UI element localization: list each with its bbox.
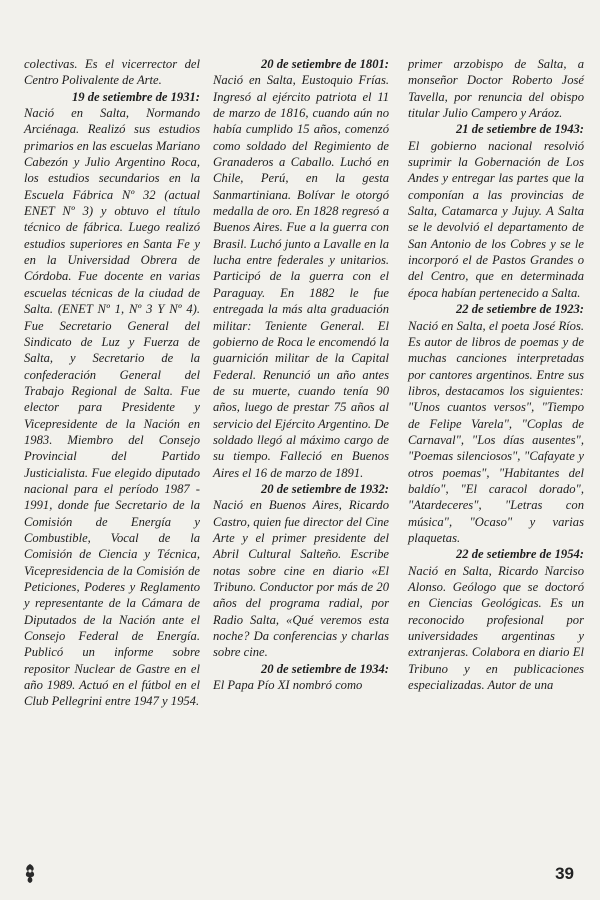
entry-paragraph: Nació en Salta, Ricardo Narciso Alonso. Geólogo que se doctoró en Ciencias Geológicas. Es un reconocido profesional por universidades argentinas y extranjeras. Colabora en diario El Tribuno y en publicaciones especializadas. Autor de una [408, 563, 584, 693]
entry-paragraph: Nació en Salta, Eustoquio Frías. Ingresó al ejército patriota el 11 de marzo de 1816, cuando aún no había cumplido 15 años, comenzó como soldado del Regimiento de Granaderos a Caballo. Luchó en Chile, Perú, en la gesta Sanmartiniana. Bolívar le otorgó medalla de oro. En 1828 regresó a Buenos Aires. Fue a la guerra con Brasil. Luchó junto a Lavalle en la lucha entre federales y unitarios. Participó de la guerra con el Paraguay. En 1882 le fue entregada la más alta graduación militar: Teniente General. El gobierno de Roca le encomendó la guarnición militar de la Capital Federal. Renunció un año antes de su muerte, cuando tenía 90 años, luego de prestar 75 años al servicio del Ejército Argentino. De soldado llegó al máximo cargo de su tiempo. Falleció en Buenos Aires el 16 de marzo de 1891. [213, 73, 389, 480]
entry-date-heading: 22 de setiembre de 1954: [455, 547, 584, 562]
page-number: 39 [555, 864, 574, 883]
entry-paragraph: Nació en Buenos Aires, Ricardo Castro, quien fue director del Cine Arte y el primer presidente del Abril Cultural Salteño. Escribe notas sobre cine en diario «El Tribuno. Conductor por más de 20 años del programa radial, por Radio Salta, «Qué veremos esta noche? Da conferencias y charlas sobre cine. [213, 498, 389, 660]
entry-paragraph: Nació en Salta, el poeta José Ríos. Es autor de libros de poemas y de muchas canciones interpretadas por cantores argentinos. Entre sus libros, destacamos los siguientes: "Unos cuantos versos", "Tiempo de Felipe Varela", "Coplas de Carnaval", "Los días ausentes", "Poemas silenciosos", "Cafayate y otros poemas", "Habitantes del baldío", "El caracol dorado", "Atardeceres", "Letras con música", "Ocaso" y varias plaquetas. [408, 318, 584, 545]
entry-date-heading: 20 de setiembre de 1934: [260, 661, 389, 676]
flourish-icon [22, 862, 38, 884]
entry-paragraph: Nació en Salta, Normando Arciénaga. Realizó sus estudios primarios en las escuelas Mariano Cabezón y Julio Argentino Roca, los estudios secundarios en la Escuela Fábrica Nº 32 (actual ENET Nº 3) y obtuvo el título técnico de fábrica. Luego realizó estudios superiores en Santa Fe y en la Universidad Obrera de Córdoba. Fue docente en varias escuelas técnicas de la ciudad de Salta. (ENET Nº 1, Nº 3 Y Nº 4). Fue Secretario General del Sindicato de Luz y Fuerza de Salta, y Secretario de la confederación General del Trabajo Regional de Salta. Fue elector para Presidente y Vicepresidente de la Nación en 1983. Miembro del Consejo Provincial del Partido Justicialista. Fue elegido diputado nacional para el período 1987 - 1991, donde fue Secretario de la Comisión de Energía y Combustible, Vocal de la Comisión de Ciencia y Técnica, Vicepresidencia de la Comisión de Peticiones, Poderes y Reglamento y representante de la Cámara de Diputados de la Nación ante el Consejo Federal de Energía. Publicó un informe sobre repositor Nuclear de Gastre en el año 1989. Actuó en el fútbol en el Club Pellegrini entre 1947 y 1954. [24, 106, 200, 709]
entry-date-heading: 22 de setiembre de 1923: [455, 302, 584, 317]
entry-paragraph: El gobierno nacional resolvió suprimir la Gobernación de Los Andes y entregar las partes que la componían a las provincias de Salta, Catamarca y Jujuy. A Salta se le devolvió el departamento de San Antonio de los Cobres y se le incorporó el de Pastos Grandes o del Centro, que en determinada época habían pertenecido a Salta. [408, 138, 584, 300]
entry-paragraph: primer arzobispo de Salta, a monseñor Doctor Roberto José Tavella, por renuncia del obispo titular Julio Campero y Aráoz. [408, 57, 584, 121]
entry-paragraph: El Papa Pío XI nombró como [213, 678, 363, 693]
text-column-middle [213, 56, 389, 693]
entry-date-heading: 20 de setiembre de 1932: [260, 481, 389, 496]
entry-date-heading: 21 de setiembre de 1943: [455, 122, 584, 137]
entry-date-heading: 20 de setiembre de 1801: [260, 57, 389, 71]
text-column-left [24, 56, 200, 710]
text-column-right [408, 56, 584, 693]
entry-date-heading: 19 de setiembre de 1931: [71, 89, 200, 104]
entry-paragraph: colectivas. Es el vicerrector del Centro Polivalente de Arte. [24, 57, 200, 88]
